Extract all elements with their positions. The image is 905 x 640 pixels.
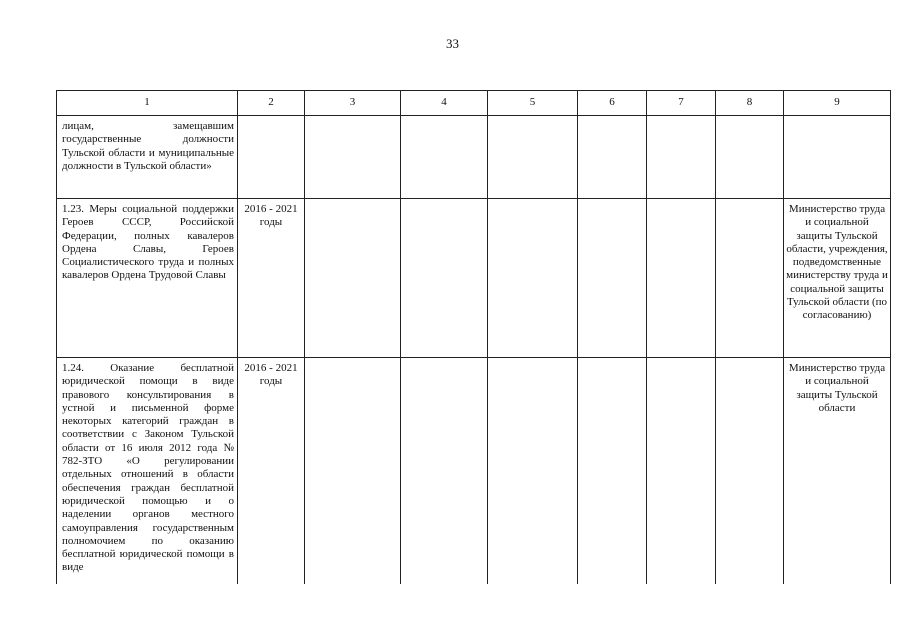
empty-cell xyxy=(716,116,784,199)
description-cell: 1.24. Оказание бесплатной юридической помощи в виде правового консультирования в устной и письменной форме некоторых категорий граждан в соответствии с Законом Тульской области от 16 июля 2012 года № 782-ЗТО «О регулировании отдельных отношений в области обеспечения граждан бесплатной юридической помощью и о наделении органов местного самоуправления государственным полномочием по оказанию бесплатной юридической помощи в виде xyxy=(57,358,238,585)
header-row xyxy=(57,91,891,116)
column-header-8: 8 xyxy=(716,91,784,116)
empty-cell xyxy=(488,358,578,585)
column-header-7: 7 xyxy=(647,91,716,116)
column-header-3: 3 xyxy=(305,91,401,116)
program-table xyxy=(56,90,891,584)
empty-cell xyxy=(401,199,488,358)
empty-cell xyxy=(716,358,784,585)
empty-cell xyxy=(578,358,647,585)
executor-cell xyxy=(784,116,891,199)
empty-cell xyxy=(716,199,784,358)
empty-cell xyxy=(578,116,647,199)
period-cell: 2016 - 2021 годы xyxy=(238,358,305,585)
description-cell: 1.23. Меры социальной поддержки Героев СССР, Российской Федерации, полных кавалеров Ордена Славы, Героев Социалистического труда и полных кавалеров Ордена Трудовой Славы xyxy=(57,199,238,358)
empty-cell xyxy=(401,116,488,199)
empty-cell xyxy=(578,199,647,358)
column-header-9: 9 xyxy=(784,91,891,116)
empty-cell xyxy=(401,358,488,585)
empty-cell xyxy=(647,116,716,199)
empty-cell xyxy=(305,116,401,199)
period-cell: 2016 - 2021 годы xyxy=(238,199,305,358)
empty-cell xyxy=(647,199,716,358)
description-cell: лицам, замещавшим государственные должности Тульской области и муниципальные должности в Тульской области» xyxy=(57,116,238,199)
column-header-1: 1 xyxy=(57,91,238,116)
empty-cell xyxy=(305,199,401,358)
executor-cell: Министерство труда и социальной защиты Тульской области xyxy=(784,358,891,585)
column-header-5: 5 xyxy=(488,91,578,116)
empty-cell xyxy=(647,358,716,585)
empty-cell xyxy=(488,199,578,358)
column-header-4: 4 xyxy=(401,91,488,116)
period-cell xyxy=(238,116,305,199)
empty-cell xyxy=(305,358,401,585)
table-row xyxy=(57,358,891,585)
table-row xyxy=(57,116,891,199)
executor-cell: Министерство труда и социальной защиты Тульской области, учреждения, подведомственные министерству труда и социальной защиты Тульской области (по согласованию) xyxy=(784,199,891,358)
empty-cell xyxy=(488,116,578,199)
table-row xyxy=(57,199,891,358)
column-header-6: 6 xyxy=(578,91,647,116)
column-header-2: 2 xyxy=(238,91,305,116)
page-number: 33 xyxy=(446,36,459,51)
